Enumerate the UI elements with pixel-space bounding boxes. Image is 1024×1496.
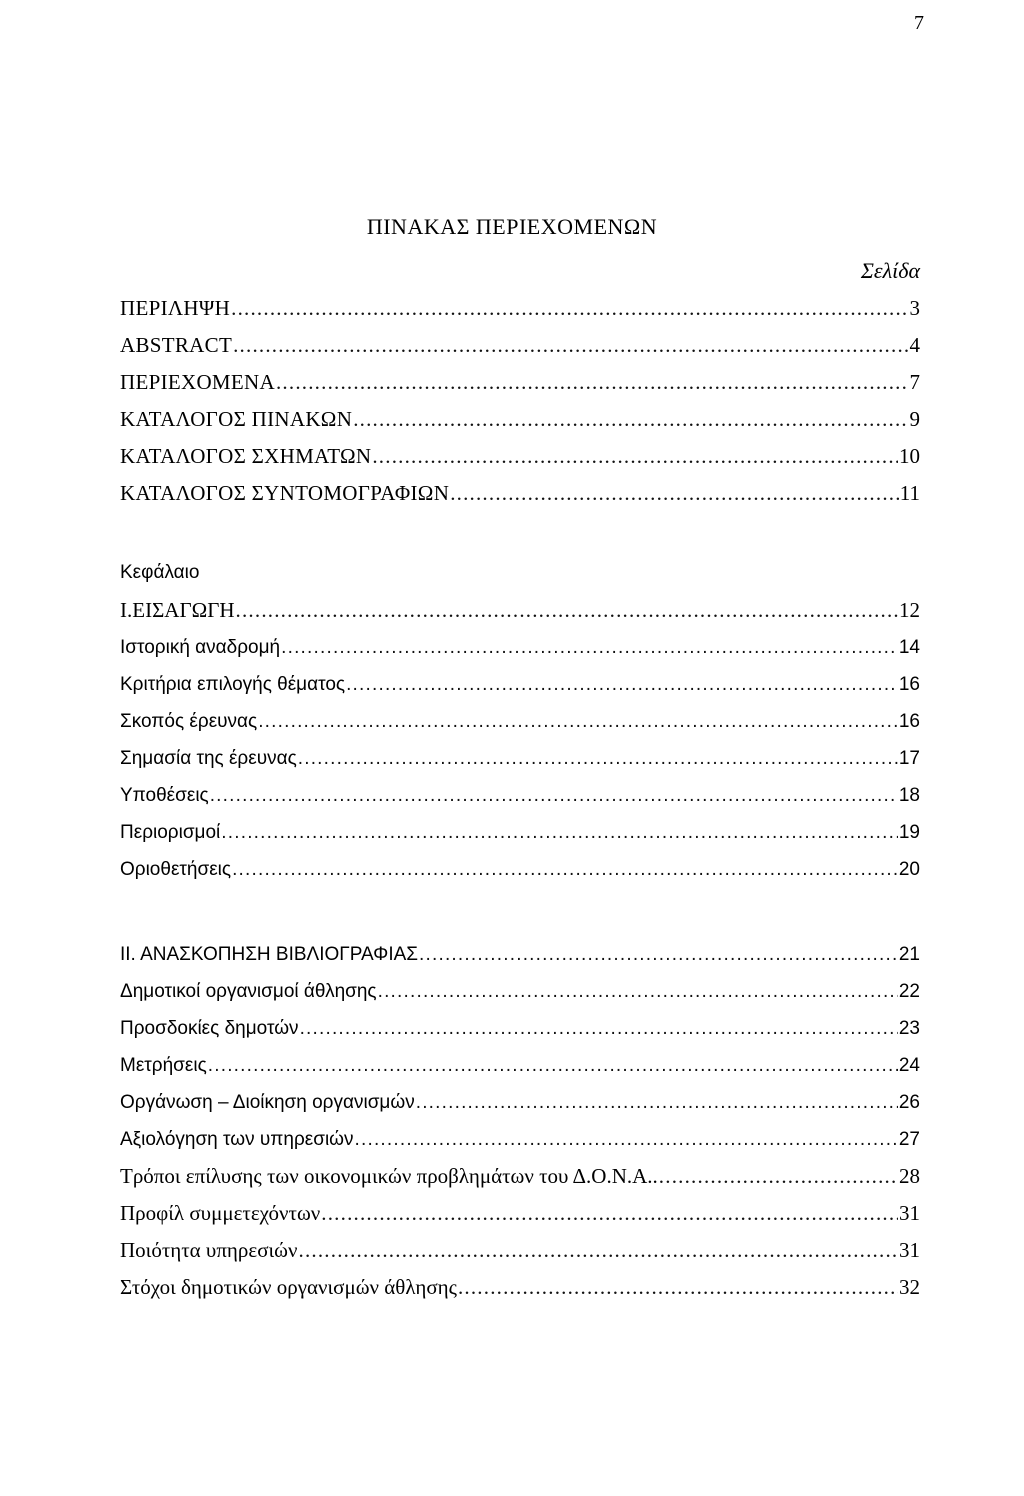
toc-entry[interactable]: Κριτήρια επιλογής θέματος ..... 16 xyxy=(120,666,920,703)
toc-entry[interactable]: Προφίλ συμμετεχόντων ..... 31 xyxy=(120,1195,920,1232)
toc-entry[interactable]: ΚΑΤΑΛΟΓΟΣ ΣΧΗΜΑΤΩΝ ..... 10 xyxy=(120,438,920,475)
toc-entry[interactable]: Προσδοκίες δημοτών ..... 23 xyxy=(120,1010,920,1047)
toc-entry[interactable]: Μετρήσεις ..... 24 xyxy=(120,1047,920,1084)
toc-entry[interactable]: Οργάνωση – Διοίκηση οργανισμών ..... 26 xyxy=(120,1084,920,1121)
front-matter-list xyxy=(120,290,920,512)
toc-entry[interactable]: Τρόποι επίλυσης των οικονομικών προβλημάτων του Δ.Ο.Ν.Α.. ..... 28 xyxy=(120,1158,920,1195)
chapter-1-list xyxy=(120,592,920,888)
toc-entry[interactable]: ΠΕΡΙΛΗΨΗ ..... 3 xyxy=(120,290,920,327)
toc-entry[interactable]: ΚΑΤΑΛΟΓΟΣ ΣΥΝΤΟΜΟΓΡΑΦΙΩΝ ..... 11 xyxy=(120,475,920,512)
toc-entry[interactable]: Ιστορική αναδρομή ..... 14 xyxy=(120,629,920,666)
toc-entry[interactable]: ΙΙ. ΑΝΑΣΚΟΠΗΣΗ ΒΙΒΛΙΟΓΡΑΦΙΑΣ ..... 21 xyxy=(120,936,920,973)
toc-entry[interactable]: Αξιολόγηση των υπηρεσιών ..... 27 xyxy=(120,1121,920,1158)
toc-entry[interactable]: Σημασία της έρευνας ..... 17 xyxy=(120,740,920,777)
toc-entry[interactable]: Στόχοι δημοτικών οργανισμών άθλησης ..... 32 xyxy=(120,1269,920,1306)
toc-entry[interactable]: Ι.ΕΙΣΑΓΩΓΗ ..... 12 xyxy=(120,592,920,629)
toc-entry[interactable]: ΚΑΤΑΛΟΓΟΣ ΠΙΝΑΚΩΝ ..... 9 xyxy=(120,401,920,438)
page-number: 7 xyxy=(914,12,924,34)
chapter-label: Κεφάλαιο xyxy=(120,562,200,583)
toc-entry[interactable]: ABSTRACT ..... 4 xyxy=(120,327,920,364)
toc-entry[interactable]: ΠΕΡΙΕΧΟΜΕΝΑ ..... 7 xyxy=(120,364,920,401)
toc-entry[interactable]: Υποθέσεις ..... 18 xyxy=(120,777,920,814)
toc-entry[interactable]: Οριοθετήσεις ..... 20 xyxy=(120,851,920,888)
toc-entry[interactable]: Δημοτικοί οργανισμοί άθλησης ..... 22 xyxy=(120,973,920,1010)
page-column-label: Σελίδα xyxy=(860,258,920,283)
toc-entry[interactable]: Σκοπός έρευνας ..... 16 xyxy=(120,703,920,740)
chapter-2-list xyxy=(120,936,920,1306)
toc-entry[interactable]: Ποιότητα υπηρεσιών ..... 31 xyxy=(120,1232,920,1269)
toc-entry[interactable]: Περιορισμοί ..... 19 xyxy=(120,814,920,851)
page-title: ΠΙΝΑΚΑΣ ΠΕΡΙΕΧΟΜΕΝΩΝ xyxy=(366,214,658,239)
